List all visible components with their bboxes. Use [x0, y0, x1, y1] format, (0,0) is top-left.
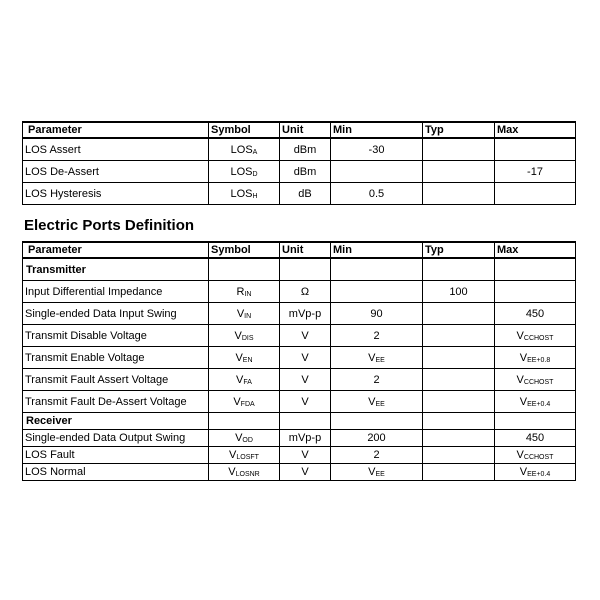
- symbol-subscript: EN: [242, 356, 253, 364]
- header-parameter: Parameter: [23, 242, 209, 258]
- max-cell: [495, 391, 576, 413]
- receiver-section-row: [23, 413, 576, 430]
- max-cell: [495, 303, 576, 325]
- header-min: Min: [331, 242, 423, 258]
- min-main: 2: [373, 373, 380, 386]
- max-main: V: [516, 373, 524, 386]
- max-cell: [495, 161, 576, 183]
- header-typ: Typ: [423, 122, 495, 138]
- empty-cell: [280, 258, 331, 281]
- symbol-main: LOS: [230, 187, 253, 200]
- header-max: Max: [495, 122, 576, 138]
- min-main: 2: [373, 329, 380, 342]
- table-row: [23, 303, 576, 325]
- symbol-cell: [209, 138, 280, 161]
- max-cell: [495, 447, 576, 464]
- min-subscript: EE: [375, 356, 385, 364]
- unit-cell: dBm: [280, 138, 331, 161]
- los-table-body: [23, 138, 576, 205]
- typ-cell: [423, 391, 495, 413]
- symbol-cell: [209, 430, 280, 447]
- min-cell: [331, 183, 423, 205]
- max-main: V: [519, 466, 528, 478]
- header-symbol: Symbol: [209, 122, 280, 138]
- max-cell: [495, 464, 576, 481]
- unit-cell: mVp-p: [280, 303, 331, 325]
- max-cell: [495, 347, 576, 369]
- max-main: V: [519, 395, 528, 408]
- min-subscript: EE: [375, 400, 385, 408]
- table-row: [23, 183, 576, 205]
- empty-cell: [423, 413, 495, 430]
- symbol-subscript: OD: [242, 437, 253, 444]
- max-main: V: [516, 449, 524, 461]
- los-table: [22, 121, 576, 205]
- symbol-main: LOS: [230, 165, 253, 178]
- min-main: 90: [370, 307, 383, 320]
- header-row: [23, 122, 576, 138]
- empty-cell: [495, 413, 576, 430]
- min-cell: [331, 464, 423, 481]
- max-cell: [495, 430, 576, 447]
- header-unit: Unit: [280, 122, 331, 138]
- table-row: [23, 325, 576, 347]
- symbol-subscript: FDA: [240, 400, 255, 408]
- electric-ports-table-body: [23, 258, 576, 481]
- unit-cell: V: [280, 447, 331, 464]
- header-unit: Unit: [280, 242, 331, 258]
- max-main: 450: [525, 432, 545, 444]
- table-row: [23, 447, 576, 464]
- min-main: 0.5: [368, 187, 385, 200]
- symbol-cell: [209, 447, 280, 464]
- max-cell: [495, 325, 576, 347]
- parameter-cell: Single-ended Data Input Swing: [23, 303, 209, 325]
- table-row: [23, 347, 576, 369]
- max-main: 450: [525, 307, 545, 320]
- symbol-main: LOS: [230, 143, 253, 156]
- symbol-subscript: LOSNR: [235, 471, 260, 478]
- max-cell: [495, 138, 576, 161]
- symbol-subscript: A: [252, 148, 258, 156]
- typ-cell: [423, 430, 495, 447]
- typ-cell: [423, 369, 495, 391]
- symbol-subscript: D: [252, 170, 258, 178]
- typ-cell: [423, 183, 495, 205]
- parameter-cell: Transmit Enable Voltage: [23, 347, 209, 369]
- typ-cell: [423, 161, 495, 183]
- max-cell: [495, 369, 576, 391]
- symbol-cell: [209, 281, 280, 303]
- header-parameter: Parameter: [23, 122, 209, 138]
- table-row: [23, 464, 576, 481]
- symbol-cell: [209, 391, 280, 413]
- min-main: -30: [368, 143, 385, 156]
- symbol-cell: [209, 464, 280, 481]
- electric-ports-table: [22, 241, 576, 481]
- table-row: [23, 281, 576, 303]
- max-subscript: EE+0.8: [527, 356, 551, 364]
- symbol-subscript: LOSFT: [236, 454, 259, 461]
- max-cell: [495, 183, 576, 205]
- min-cell: [331, 347, 423, 369]
- section-title: Electric Ports Definition: [24, 217, 195, 234]
- max-main: V: [519, 351, 528, 364]
- min-cell: [331, 281, 423, 303]
- header-row: [23, 242, 576, 258]
- symbol-subscript: FA: [243, 378, 252, 386]
- table-row: [23, 161, 576, 183]
- unit-cell: dBm: [280, 161, 331, 183]
- symbol-subscript: IN: [244, 312, 252, 320]
- symbol-main: V: [235, 432, 243, 444]
- symbol-main: R: [236, 285, 245, 298]
- table-row: [23, 391, 576, 413]
- min-main: V: [368, 466, 376, 478]
- table-row: [23, 430, 576, 447]
- min-cell: [331, 369, 423, 391]
- typ-cell: [423, 464, 495, 481]
- transmitter-section-label: Transmitter: [23, 258, 209, 281]
- parameter-cell: LOS De-Assert: [23, 161, 209, 183]
- parameter-cell: Transmit Fault Assert Voltage: [23, 369, 209, 391]
- unit-cell: V: [280, 391, 331, 413]
- parameter-cell: Single-ended Data Output Swing: [23, 430, 209, 447]
- min-cell: [331, 138, 423, 161]
- parameter-cell: LOS Normal: [23, 464, 209, 481]
- max-subscript: EE+0.4: [527, 400, 551, 408]
- symbol-main: V: [235, 351, 243, 364]
- min-cell: [331, 161, 423, 183]
- empty-cell: [331, 413, 423, 430]
- symbol-cell: [209, 303, 280, 325]
- max-main: -17: [527, 165, 543, 178]
- typ-cell: [423, 447, 495, 464]
- table-row: [23, 138, 576, 161]
- unit-cell: mVp-p: [280, 430, 331, 447]
- min-main: 2: [373, 449, 380, 461]
- symbol-main: V: [236, 373, 244, 386]
- symbol-subscript: IN: [244, 290, 252, 298]
- unit-cell: V: [280, 325, 331, 347]
- symbol-cell: [209, 347, 280, 369]
- symbol-cell: [209, 161, 280, 183]
- table-row: [23, 369, 576, 391]
- header-max: Max: [495, 242, 576, 258]
- min-cell: [331, 303, 423, 325]
- parameter-cell: LOS Assert: [23, 138, 209, 161]
- unit-cell: Ω: [280, 281, 331, 303]
- empty-cell: [209, 258, 280, 281]
- max-subscript: CCHOST: [523, 454, 554, 461]
- empty-cell: [331, 258, 423, 281]
- unit-cell: V: [280, 464, 331, 481]
- symbol-subscript: DIS: [241, 334, 254, 342]
- empty-cell: [280, 413, 331, 430]
- empty-cell: [495, 258, 576, 281]
- empty-cell: [423, 258, 495, 281]
- parameter-cell: LOS Hysteresis: [23, 183, 209, 205]
- header-symbol: Symbol: [209, 242, 280, 258]
- symbol-main: V: [229, 449, 237, 461]
- max-subscript: CCHOST: [523, 334, 554, 342]
- symbol-cell: [209, 369, 280, 391]
- typ-cell: [423, 347, 495, 369]
- symbol-main: V: [234, 329, 242, 342]
- parameter-cell: Transmit Disable Voltage: [23, 325, 209, 347]
- min-cell: [331, 430, 423, 447]
- header-min: Min: [331, 122, 423, 138]
- symbol-main: V: [228, 466, 236, 478]
- min-cell: [331, 447, 423, 464]
- typ-cell: [423, 138, 495, 161]
- parameter-cell: LOS Fault: [23, 447, 209, 464]
- max-subscript: CCHOST: [523, 378, 554, 386]
- max-subscript: EE+0.4: [527, 471, 551, 478]
- max-cell: [495, 281, 576, 303]
- min-subscript: EE: [375, 471, 385, 478]
- receiver-section-label: Receiver: [23, 413, 209, 430]
- symbol-subscript: H: [252, 192, 258, 200]
- min-main: 200: [367, 432, 386, 444]
- unit-cell: V: [280, 347, 331, 369]
- parameter-cell: Input Differential Impedance: [23, 281, 209, 303]
- parameter-cell: Transmit Fault De-Assert Voltage: [23, 391, 209, 413]
- empty-cell: [209, 413, 280, 430]
- max-main: V: [516, 329, 524, 342]
- min-main: V: [368, 351, 376, 364]
- typ-cell: [423, 325, 495, 347]
- symbol-cell: [209, 325, 280, 347]
- symbol-main: V: [236, 307, 245, 320]
- unit-cell: dB: [280, 183, 331, 205]
- typ-cell: [423, 303, 495, 325]
- min-cell: [331, 325, 423, 347]
- typ-cell: 100: [423, 281, 495, 303]
- symbol-main: V: [233, 395, 241, 408]
- transmitter-section-row: [23, 258, 576, 281]
- min-cell: [331, 391, 423, 413]
- header-typ: Typ: [423, 242, 495, 258]
- symbol-cell: [209, 183, 280, 205]
- min-main: V: [368, 395, 376, 408]
- unit-cell: V: [280, 369, 331, 391]
